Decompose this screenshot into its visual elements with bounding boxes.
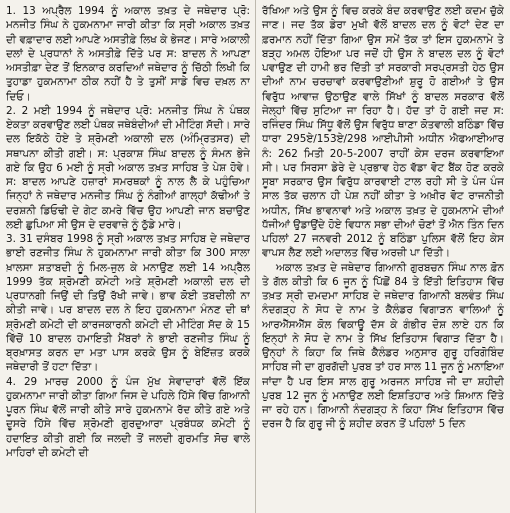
- right-column: [262, 4, 504, 513]
- paragraph-1: 1. 13 ਅਪ੍ਰੈਲ 1994 ਨੂੰ ਅਕਾਲ ਤਖ਼ਤ ਦੇ ਜਥੇਦਾਰ ਪ੍ਰੋ: ਮਨਜੀਤ ਸਿੰਘ ਨੇ ਹੁਕਮਨਾਮਾ ਜਾਰੀ ਕੀਤਾ ਕਿ ਸ੍ਰੀ ਅਕਾਲ ਤਖ਼ਤ ਦੀ ਵਫ਼ਾਦਾਰ ਲਈ ਆਪਣੇ ਅਸਤੀਫ਼ੇ ਲਿਖ ਕੇ ਭੇਜਣ। ਸਾਰੇ ਅਕਾਲੀ ਦਲਾਂ ਦੇ ਪ੍ਰਧਾਨਾਂ ਨੇ ਅਸਤੀਫ਼ੇ ਦਿੱਤੇ ਪਰ ਸ: ਬਾਦਲ ਨੇ ਆਪਣਾ ਅਸਤੀਫ਼ਾ ਦੇਣ ਤੋਂ ਇਨਕਾਰ ਕਰਦਿਆਂ ਜਥੇਦਾਰ ਨੂੰ ਚਿੱਠੀ ਲਿਖੀ ਕਿ ਤੁਹਾਡਾ ਹੁਕਮਨਾਮਾ ਠੀਕ ਨਹੀਂ ਹੈ ਤੇ ਤੁਸੀਂ ਸਾਡੇ ਵਿਚ ਦਖ਼ਲ ਨਾ ਦਿਓ।: [6, 5, 250, 103]
- paragraph-continued: ਰੱਖਿਆ ਅਤੇ ਉਸ ਨੂੰ ਵਿਚ ਕਰਕੇ ਬੰਦ ਕਰਵਾਉਣ ਲਈ ਕਦਮ ਚੁੱਕੇ ਜਾਣ। ਜਦ ਤੱਕ ਡੇਰਾ ਮੁਖੀ ਵੱਲੋਂ ਬਾਦਲ ਦਲ ਨੂੰ ਵੋਟਾਂ ਦੇਣ ਦਾ ਫ਼ਰਮਾਨ ਨਹੀਂ ਦਿੱਤਾ ਗਿਆ ਉਸ ਸਮੇਂ ਤੱਕ ਤਾਂ ਇਸ ਹੁਕਮਨਾਮੇ ਤੇ ਬੜ੍ਹ ਅਮਲ ਹੋਇਆ ਪਰ ਜਦੋਂ ਹੀ ਉਸ ਨੇ ਬਾਦਲ ਦਲ ਨੂੰ ਵੋਟਾਂ ਪਵਾਉਣ ਦੀ ਹਾਮੀ ਭਰ ਦਿੱਤੀ ਤਾਂ ਸਰਕਾਰੀ ਸਰਪ੍ਰਸਤੀ ਹੇਠ ਉਸ ਦੀਆਂ ਨਾਮ ਚਰਚਾਵਾਂ ਕਰਵਾਉਣੀਆਂ ਸ਼ੁਰੂ ਹੋ ਗਈਆਂ ਤੇ ਉਸ ਵਿਰੁੱਧ ਆਵਾਜ਼ ਉਠਾਉਣ ਵਾਲੇ ਸਿੱਖਾਂ ਨੂੰ ਬਾਦਲ ਸਰਕਾਰ ਵੱਲੋਂ ਜੇਲ੍ਹਾਂ ਵਿੱਚ ਸੁਟਿਆ ਜਾ ਰਿਹਾ ਹੈ। ਹੱਦ ਤਾਂ ਹੋ ਗਈ ਜਦ ਸ: ਰਜਿੰਦਰ ਸਿੰਘ ਸਿੱਧੂ ਵੱਲੋਂ ਉਸ ਵਿਰੁੱਧ ਥਾਣਾ ਕੋਤਵਾਲੀ ਬਠਿੰਡਾ ਵਿੱਚ ਧਾਰਾ 295ਏ/153ਏ/298 ਆਈਪੀਸੀ ਅਧੀਨ ਐਫਆਈਆਰ ਨੰ: 262 ਮਿਤੀ 20-5-2007 ਰਾਹੀਂ ਕੇਸ ਦਰਜ ਕਰਵਾਇਆ ਸੀ। ਪਰ ਸਿਰਸਾ ਡੇਰੇ ਦੇ ਪ੍ਰਭਾਵ ਹੇਠ ਵੱਡਾ ਵੋਟ ਬੈਂਕ ਹੋਣ ਕਰਕੇ ਸੂਬਾ ਸਰਕਾਰ ਉਸ ਵਿਰੁੱਧ ਕਾਰਵਾਈ ਟਾਲ ਰਹੀ ਸੀ ਤੇ ਪੰਜ ਪੰਜ ਸਾਲ ਤੱਕ ਚਲਾਨ ਹੀ ਪੇਸ਼ ਨਹੀਂ ਕੀਤਾ ਤੇ ਅਖ਼ੀਰ ਵੋਟ ਰਾਜਨੀਤੀ ਅਧੀਨ, ਸਿੱਖ ਭਾਵਨਾਵਾਂ ਅਤੇ ਅਕਾਲ ਤਖ਼ਤ ਦੇ ਹੁਕਮਨਾਮੇ ਦੀਆਂ ਧੱਜੀਆਂ ਉਡਾਉਂਦੇ ਹੋਏ ਵਿਧਾਨ ਸਭਾ ਦੀਆਂ ਚੋਣਾਂ ਤੋਂ ਐਨ ਤਿੰਨ ਦਿਨ ਪਹਿਲਾਂ 27 ਜਨਵਰੀ 2012 ਨੂੰ ਬਠਿੰਡਾ ਪੁਲਿਸ ਵੱਲੋਂ ਇਹ ਕੇਸ ਵਾਪਸ ਲੈਣ ਲਈ ਅਦਾਲਤ ਵਿੱਚ ਅਰਜ਼ੀ ਪਾ ਦਿੱਤੀ।: [262, 5, 504, 260]
- left-column: [6, 4, 250, 513]
- paragraph-2: 2. 2 ਮਈ 1994 ਨੂੰ ਜਥੇਦਾਰ ਪ੍ਰੋ: ਮਨਜੀਤ ਸਿੰਘ ਨੇ ਪੰਥਕ ਏਕਤਾ ਕਰਵਾਉਣ ਲਈ ਪੰਥਕ ਜਥੇਬੰਦੀਆਂ ਦੀ ਮੀਟਿੰਗ ਸੱਦੀ। ਸਾਰੇ ਦਲ ਇਕੱਠੇ ਹੋਏ ਤੇ ਸ਼੍ਰੋਮਣੀ ਅਕਾਲੀ ਦਲ (ਅੰਮ੍ਰਿਤਸਰ) ਦੀ ਸਥਾਪਨਾ ਕੀਤੀ ਗਈ। ਸ: ਪ੍ਰਕਾਸ਼ ਸਿੰਘ ਬਾਦਲ ਨੂੰ ਸੰਮਨ ਭੇਜੇ ਗਏ ਕਿ ਉਹ 6 ਮਈ ਨੂੰ ਸ੍ਰੀ ਅਕਾਲ ਤਖ਼ਤ ਸਾਹਿਬ ਤੇ ਪੇਸ਼ ਹੋਵੇ। ਸ: ਬਾਦਲ ਆਪਣੇ ਹਜ਼ਾਰਾਂ ਸਮਰਥਕਾਂ ਨੂੰ ਨਾਲ ਲੈ ਕੇ ਪਹੁੰਚਿਆ ਜਿਨ੍ਹਾਂ ਨੇ ਜਥੇਦਾਰ ਮਨਜੀਤ ਸਿੰਘ ਨੂੰ ਨੰਗੀਆਂ ਗਾਲ੍ਹਾਂ ਕੱਢੀਆਂ ਤੇ ਦਰਸ਼ਨੀ ਡਿਓਢੀ ਦੇ ਗੇਟ ਕਮਰੇ ਵਿੱਚ ਉਹ ਆਪਣੀ ਜਾਨ ਬਚਾਉਣ ਲਈ ਛੁਪਿਆ ਸੀ ਉਸ ਦੇ ਦਰਵਾਜ਼ੇ ਨੂੰ ਠੁੱਡੇ ਮਾਰੇ।: [6, 104, 250, 231]
- column-divider: [255, 0, 256, 513]
- paragraph-3: 3. 31 ਦਸੰਬਰ 1998 ਨੂੰ ਸ੍ਰੀ ਅਕਾਲ ਤਖ਼ਤ ਸਾਹਿਬ ਦੇ ਜਥੇਦਾਰ ਭਾਈ ਰਣਜੀਤ ਸਿੰਘ ਨੇ ਹੁਕਮਨਾਮਾ ਜਾਰੀ ਕੀਤਾ ਕਿ 300 ਸਾਲਾ ਖ਼ਾਲਸਾ ਸ਼ਤਾਬਦੀ ਨੂੰ ਮਿਲ-ਜੁਲ ਕੇ ਮਨਾਉਣ ਲਈ 14 ਅਪ੍ਰੈਲ 1999 ਤੱਕ ਸ਼੍ਰੋਮਣੀ ਕਮੇਟੀ ਅਤੇ ਸ਼੍ਰੋਮਣੀ ਅਕਾਲੀ ਦਲ ਦੀ ਪ੍ਰਧਾਨਗੀ ਜਿਉਂ ਦੀ ਤਿਉਂ ਰੱਖੀ ਜਾਵੇ। ਭਾਵ ਕੋਈ ਤਬਦੀਲੀ ਨਾ ਕੀਤੀ ਜਾਵੇ। ਪਰ ਬਾਦਲ ਦਲ ਨੇ ਇਹ ਹੁਕਮਨਾਮਾ ਮੰਨਣ ਦੀ ਥਾਂ ਸ਼੍ਰੋਮਣੀ ਕਮੇਟੀ ਦੀ ਕਾਰਜਕਾਰਨੀ ਕਮੇਟੀ ਦੀ ਮੀਟਿੰਗ ਸੱਦ ਕੇ 15 ਵਿੱਚੋਂ 10 ਬਾਦਲ ਹਮਾਇਤੀ ਮੈਂਬਰਾਂ ਨੇ ਭਾਈ ਰਣਜੀਤ ਸਿੰਘ ਨੂੰ ਬ੍ਰਖ਼ਾਸਤ ਕਰਨ ਦਾ ਮਤਾ ਪਾਸ ਕਰਕੇ ਉਸ ਨੂੰ ਬੇਇੱਜ਼ਤ ਕਰਕੇ ਜਥੇਦਾਰੀ ਤੋਂ ਹਟਾ ਦਿੱਤਾ।: [6, 233, 250, 374]
- paragraph-akal-takht: ਅਕਾਲ ਤਖ਼ਤ ਦੇ ਜਥੇਦਾਰ ਗਿਆਨੀ ਗੁਰਬਚਨ ਸਿੰਘ ਨਾਲ ਫ਼ੋਨ ਤੇ ਗੱਲ ਕੀਤੀ ਕਿ 6 ਜੂਨ ਨੂੰ ਪਿੱਛੋਂ 84 ਤੇ ਇੱਤੀ ਇਤਿਹਾਸ ਵਿੱਚ ਤਖ਼ਤ ਸ੍ਰੀ ਦਮਦਮਾ ਸਾਹਿਬ ਦੇ ਜਥੇਦਾਰ ਗਿਆਨੀ ਬਲਵੰਤ ਸਿੰਘ ਨੰਦਗੜ੍ਹ ਨੇ ਸੋਧ ਦੇ ਨਾਮ ਤੇ ਕੈਲੰਡਰ ਵਿਗਾੜਨ ਵਾਲਿਆਂ ਨੂੰ ਆਰਐੱਸਐੱਸ ਕੋਲ ਵਿਕਾਊ ਦੱਸ ਕੇ ਗੰਭੀਰ ਦੋਸ਼ ਲਾਏ ਹਨ ਕਿ ਇਨ੍ਹਾਂ ਨੇ ਸੋਧ ਦੇ ਨਾਮ ਤੇ ਸਿੱਖ ਇਤਿਹਾਸ ਵਿਗਾੜ ਦਿੱਤਾ ਹੈ। ਉਨ੍ਹਾਂ ਨੇ ਕਿਹਾ ਕਿ ਜਿਥੇ ਕੈਲੰਡਰ ਅਨੁਸਾਰ ਗੁਰੂ ਹਰਿਗੋਬਿੰਦ ਸਾਹਿਬ ਜੀ ਦਾ ਗੁਰਗੱਦੀ ਪੁਰਬ ਤਾਂ ਹਰ ਸਾਲ 11 ਜੂਨ ਨੂੰ ਮਨਾਇਆ ਜਾਂਦਾ ਹੈ ਪਰ ਇਸ ਸਾਲ ਗੁਰੂ ਅਰਜਨ ਸਾਹਿਬ ਜੀ ਦਾ ਸ਼ਹੀਦੀ ਪੁਰਬ 12 ਜੂਨ ਨੂੰ ਮਨਾਉਣ ਲਈ ਇਸ਼ਤਿਹਾਰ ਅਤੇ ਸ਼ਿਆਨ ਦਿੱਤੇ ਜਾ ਰਹੇ ਹਨ। ਗਿਆਨੀ ਨੰਦਗੜ੍ਹ ਨੇ ਕਿਹਾ ਸਿੱਖ ਇਤਿਹਾਸ ਵਿੱਚ ਦਰਜ ਹੈ ਕਿ ਗੁਰੂ ਜੀ ਨੂੰ ਸ਼ਹੀਦ ਕਰਨ ਤੋਂ ਪਹਿਲਾਂ 5 ਦਿਨ: [262, 261, 504, 431]
- paragraph-4: 4. 29 ਮਾਰਚ 2000 ਨੂੰ ਪੰਜ ਮੁੱਖ ਸੇਵਾਦਾਰਾਂ ਵੱਲੋਂ ਇੱਕ ਹੁਕਮਨਾਮਾ ਜਾਰੀ ਕੀਤਾ ਗਿਆ ਜਿਸ ਦੇ ਪਹਿਲੇ ਹਿੱਸੇ ਵਿੱਚ ਗਿਆਨੀ ਪੂਰਨ ਸਿੰਘ ਵੱਲੋਂ ਜਾਰੀ ਕੀਤੇ ਸਾਰੇ ਹੁਕਮਨਾਮੇ ਰੱਦ ਕੀਤੇ ਗਏ ਅਤੇ ਦੂਸਰੇ ਹਿੱਸੇ ਵਿੱਚ ਸ਼੍ਰੋਮਣੀ ਗੁਰਦੁਆਰਾ ਪ੍ਰਬੰਧਕ ਕਮੇਟੀ ਨੂੰ ਹਦਾਇਤ ਕੀਤੀ ਗਈ ਕਿ ਜਲਦੀ ਤੋਂ ਜਲਦੀ ਗੁਰਮਤਿ ਸੋਚ ਵਾਲੇ ਮਾਹਿਰਾਂ ਦੀ ਕਮੇਟੀ ਦੀ: [6, 375, 250, 459]
